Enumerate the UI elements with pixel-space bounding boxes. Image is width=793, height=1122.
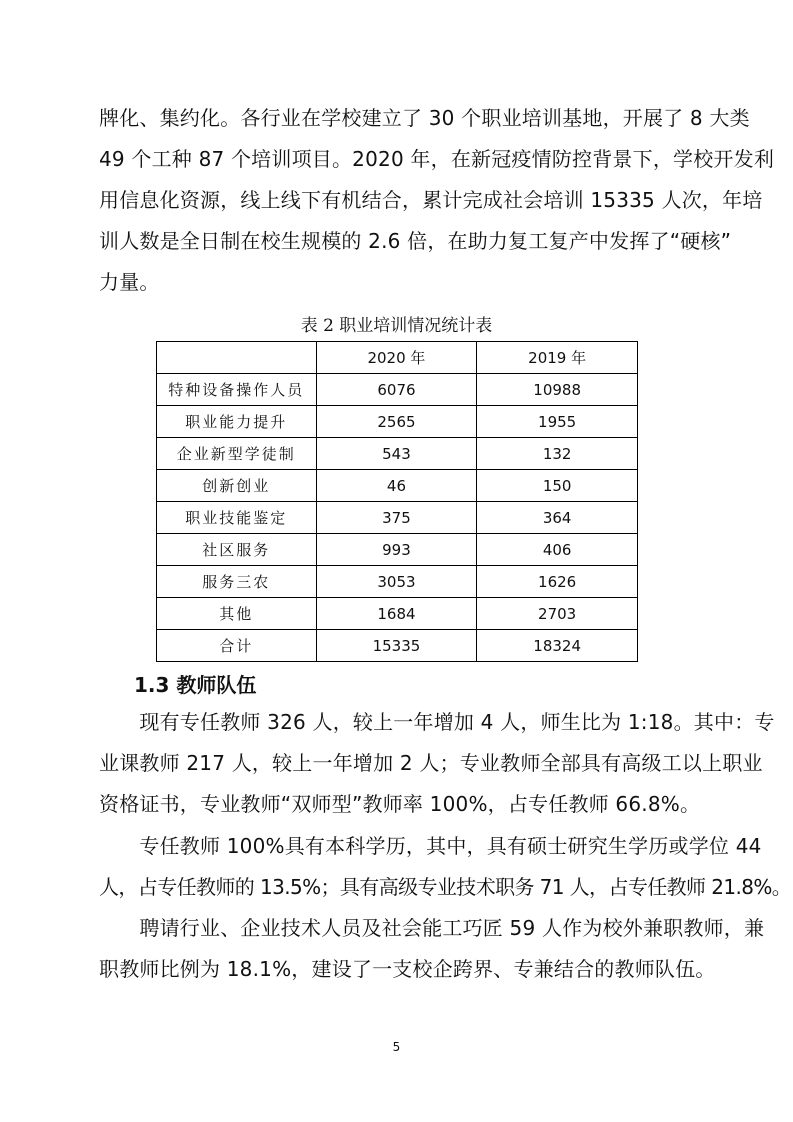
- teacher-count-paragraph: [99, 702, 775, 825]
- table-cell: 993: [316, 534, 477, 566]
- table-row: [157, 406, 638, 438]
- table-cell: 2565: [316, 406, 477, 438]
- row-label: 服务三农: [157, 566, 317, 598]
- table-cell: 1684: [316, 598, 477, 630]
- row-label: 企业新型学徒制: [157, 438, 317, 470]
- row-label: 合计: [157, 630, 317, 662]
- row-label: 特种设备操作人员: [157, 374, 317, 406]
- table-caption: 表 2 职业培训情况统计表: [300, 316, 493, 336]
- table-cell: 18324: [477, 630, 638, 662]
- teacher-qualification-paragraph: [99, 826, 792, 908]
- table-header-row: [157, 342, 638, 374]
- table-row: [157, 502, 638, 534]
- header-cell: 2020 年: [316, 342, 477, 374]
- table-row: [157, 438, 638, 470]
- paragraph-line: 业课教师 217 人，较上一年增加 2 人；专业教师全部具有高级工以上职业: [99, 751, 763, 775]
- paragraph-line: 聘请行业、企业技术人员及社会能工巧匠 59 人作为校外兼职教师，兼: [99, 916, 765, 940]
- table-cell: 3053: [316, 566, 477, 598]
- part-time-teacher-paragraph: [99, 908, 765, 990]
- table-cell: 10988: [477, 374, 638, 406]
- paragraph-line: 职教师比例为 18.1%，建设了一支校企跨界、专兼结合的教师队伍。: [99, 957, 716, 981]
- paragraph-line: 49 个工种 87 个培训项目。2020 年，在新冠疫情防控背景下，学校开发利: [99, 147, 775, 171]
- table-cell: 1955: [477, 406, 638, 438]
- table-row: [157, 374, 638, 406]
- paragraph-line: 训人数是全日制在校生规模的 2.6 倍，在助力复工复产中发挥了“硬核”: [99, 229, 732, 253]
- table-total-row: [157, 630, 638, 662]
- row-label: 创新创业: [157, 470, 317, 502]
- table-row: [157, 534, 638, 566]
- row-label: 职业能力提升: [157, 406, 317, 438]
- row-label: 职业技能鉴定: [157, 502, 317, 534]
- table-cell: 132: [477, 438, 638, 470]
- table-row: [157, 598, 638, 630]
- paragraph-line: 力量。: [99, 270, 160, 294]
- header-cell: 2019 年: [477, 342, 638, 374]
- section-heading: 1.3 教师队伍: [134, 673, 257, 697]
- paragraph-line: 人，占专任教师的 13.5%；具有高级专业技术职务 71 人，占专任教师 21.8%。: [99, 875, 792, 899]
- header-cell: [157, 342, 317, 374]
- paragraph-line: 资格证书，专业教师“双师型”教师率 100%，占专任教师 66.8%。: [99, 792, 701, 816]
- intro-paragraph: [99, 98, 775, 303]
- table-cell: 364: [477, 502, 638, 534]
- row-label: 社区服务: [157, 534, 317, 566]
- paragraph-line: 现有专任教师 326 人，较上一年增加 4 人，师生比为 1:18。其中：专: [99, 710, 775, 734]
- table-cell: 543: [316, 438, 477, 470]
- table-row: [157, 566, 638, 598]
- table-cell: 406: [477, 534, 638, 566]
- page-number: 5: [392, 1040, 401, 1054]
- table-cell: 15335: [316, 630, 477, 662]
- table-cell: 6076: [316, 374, 477, 406]
- table-cell: 150: [477, 470, 638, 502]
- paragraph-line: 用信息化资源，线上线下有机结合，累计完成社会培训 15335 人次，年培: [99, 188, 763, 212]
- table-cell: 46: [316, 470, 477, 502]
- paragraph-line: 牌化、集约化。各行业在学校建立了 30 个职业培训基地，开展了 8 大类: [99, 106, 750, 130]
- training-stats-table: [156, 341, 638, 662]
- row-label: 其他: [157, 598, 317, 630]
- table-row: [157, 470, 638, 502]
- table-cell: 1626: [477, 566, 638, 598]
- table-cell: 375: [316, 502, 477, 534]
- paragraph-line: 专任教师 100%具有本科学历，其中，具有硕士研究生学历或学位 44: [99, 834, 762, 858]
- table-cell: 2703: [477, 598, 638, 630]
